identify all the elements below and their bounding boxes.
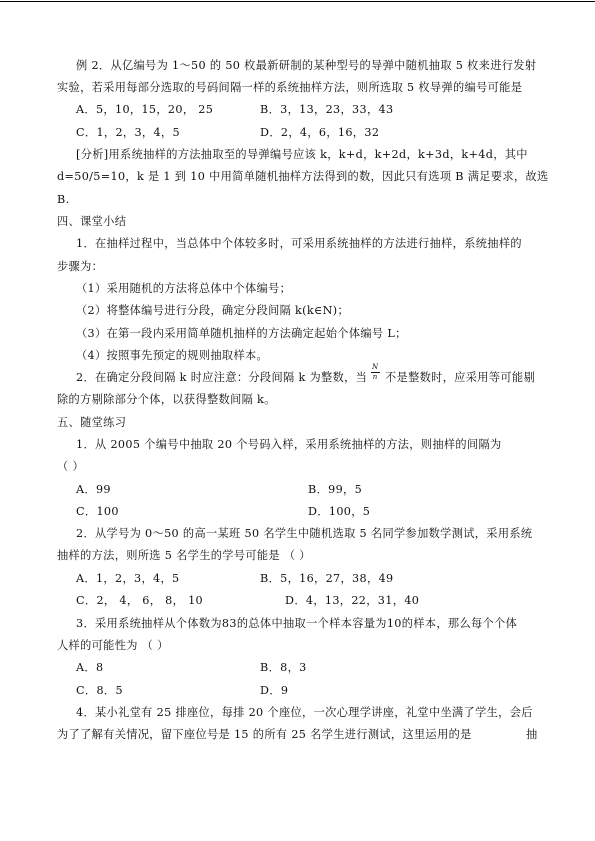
q1-option-c: C．100 <box>76 505 119 518</box>
example2-line1: 例 2．从亿编号为 1～50 的 50 枚最新研制的某种型号的导弹中随机抽取 5 枚来进行发射 <box>76 59 537 72</box>
section5-heading: 五、随堂练习 <box>57 416 127 429</box>
q3-option-c: C．8．5 <box>76 684 123 697</box>
q1-option-d: D．100，5 <box>308 505 371 518</box>
q2-option-c: C．2， 4， 6， 8， 10 <box>76 594 204 607</box>
summary-step1: （1）采用随机的方法将总体中个体编号； <box>76 282 292 295</box>
example2-option-a: A．5，10，15，20， 25 <box>76 103 214 116</box>
q2-option-a: A．1，2，3，4，5 <box>76 572 180 585</box>
q3-option-d: D．9 <box>260 684 289 697</box>
q3-option-b: B．8，3 <box>260 661 307 674</box>
q1-option-b: B．99，5 <box>308 483 363 496</box>
q3-line1: 3．采用系统抽样从个体数为83的总体中抽取一个样本容量为10的样本，那么每个个体 <box>76 617 518 630</box>
summary-p1-line2: 步骤为： <box>57 260 104 273</box>
q1-option-a: A．99 <box>76 483 111 496</box>
q1-line2: （ ） <box>57 460 84 473</box>
q2-option-b: B．5，16，27，38，49 <box>260 572 394 585</box>
q1-line1: 1．从 2005 个编号中抽取 20 个号码入样，采用系统抽样的方法，则抽样的间隔为 <box>76 438 502 451</box>
fraction-numerator: N <box>371 363 379 371</box>
analysis-line2: d=50/5=10，k 是 1 到 10 中用简单随机抽样方法得到的数，因此只有选项 B 满足要求，故选 <box>57 170 549 183</box>
q4-line2-tail: 抽 <box>526 728 538 741</box>
summary-p2-line2: 除的方剔除部分个体，以获得整数间隔 k。 <box>57 393 276 406</box>
summary-step4: （4）按照事先预定的规则抽取样本。 <box>76 349 269 362</box>
summary-p2-line1-b: 不是整数时，应采用等可能剔 <box>385 371 535 384</box>
analysis-line3: B. <box>57 193 70 206</box>
fraction-denominator: n <box>372 373 378 381</box>
summary-p1-line1: 1．在抽样过程中，当总体中个体较多时，可采用系统抽样的方法进行抽样，系统抽样的 <box>76 237 522 250</box>
summary-p2-line1-a: 2．在确定分段间隔 k 时应注意：分段间隔 k 为整数，当 <box>76 371 368 384</box>
q2-line2: 抽样的方法，则所选 5 名学生的学号可能是 （ ） <box>57 549 311 562</box>
q3-line2: 人样的可能性为 （ ） <box>57 639 169 652</box>
section4-heading: 四、课堂小结 <box>57 215 127 228</box>
q2-line1: 2．从学号为 0～50 的高一某班 50 名学生中随机选取 5 名同学参加数学测试，采用系统 <box>76 527 533 540</box>
page-top-rule <box>0 1 595 2</box>
summary-step3: （3）在第一段内采用简单随机抽样的方法确定起始个体编号 L； <box>76 327 407 340</box>
analysis-line1: [分析]用系统抽样的方法抽取至的导弹编号应该 k，k+d，k+2d，k+3d，k+4d，其中 <box>76 148 528 161</box>
q2-option-d: D．4，13，22，31，40 <box>285 594 420 607</box>
example2-line2: 实验，若采用每部分选取的号码间隔一样的系统抽样方法，则所选取 5 枚导弹的编号可能是 <box>57 81 523 94</box>
q4-line2: 为了了解有关情况，留下座位号是 15 的所有 25 名学生进行测试，这里运用的是 <box>57 728 472 741</box>
q4-line1: 4．某小礼堂有 25 排座位，每排 20 个座位，一次心理学讲座，礼堂中坐满了学生，会后 <box>76 706 533 719</box>
example2-option-b: B．3，13，23，33，43 <box>260 103 394 116</box>
example2-option-d: D．2，4，6，16，32 <box>260 126 380 139</box>
example2-option-c: C．1，2，3，4，5 <box>76 126 180 139</box>
summary-step2: （2）将整体编号进行分段，确定分段间隔 k(k∈N)； <box>76 304 350 317</box>
q3-option-a: A．8 <box>76 661 104 674</box>
